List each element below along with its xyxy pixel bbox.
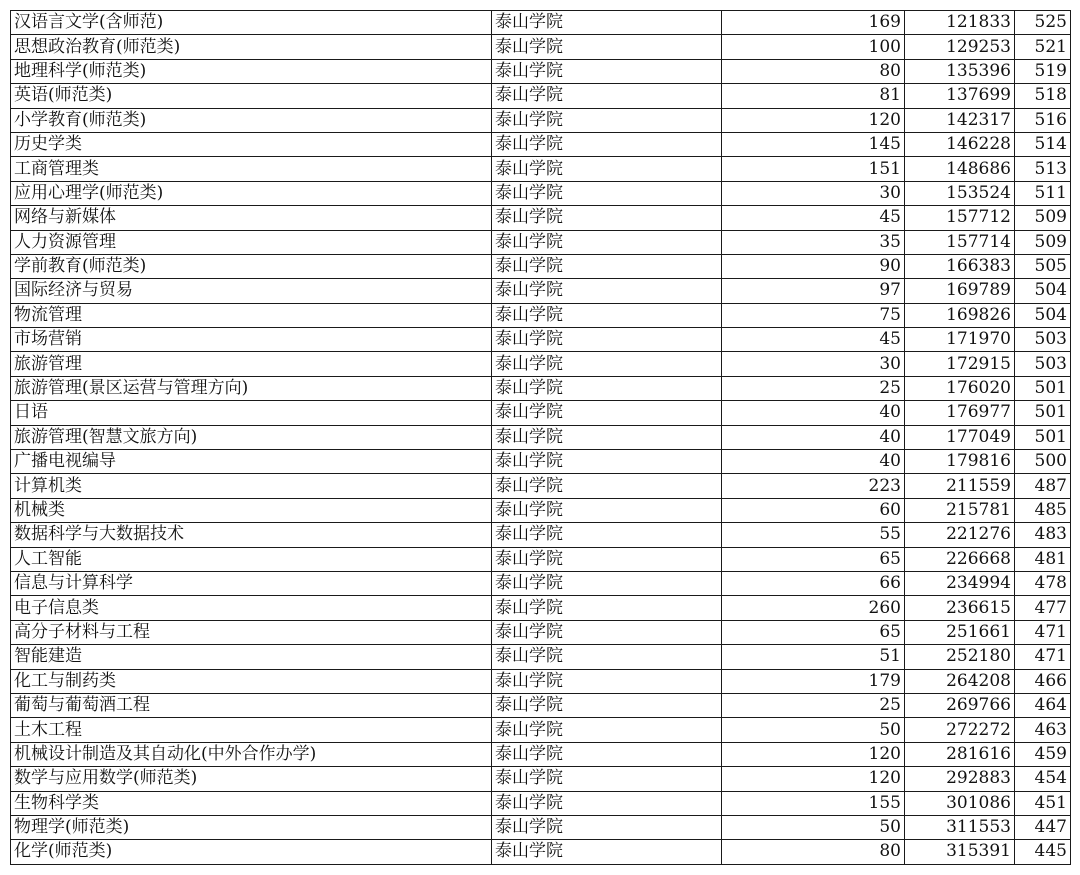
- min-score-cell: 471: [1015, 620, 1071, 644]
- min-rank-cell: 148686: [905, 157, 1015, 181]
- min-rank-cell: 315391: [905, 840, 1015, 864]
- table-row: [11, 474, 1071, 498]
- major-cell: 化工与制药类: [11, 669, 492, 693]
- min-score-cell: 516: [1015, 108, 1071, 132]
- table-row: [11, 498, 1071, 522]
- major-cell: 机械类: [11, 498, 492, 522]
- school-cell: 泰山学院: [492, 11, 722, 35]
- table-row: [11, 669, 1071, 693]
- table-row: [11, 718, 1071, 742]
- major-cell: 国际经济与贸易: [11, 279, 492, 303]
- school-cell: 泰山学院: [492, 279, 722, 303]
- table-row: [11, 450, 1071, 474]
- min-rank-cell: 146228: [905, 132, 1015, 156]
- major-cell: 广播电视编导: [11, 450, 492, 474]
- school-cell: 泰山学院: [492, 425, 722, 449]
- min-score-cell: 451: [1015, 791, 1071, 815]
- table-row: [11, 815, 1071, 839]
- major-cell: 应用心理学(师范类): [11, 181, 492, 205]
- major-cell: 市场营销: [11, 328, 492, 352]
- table-row: [11, 11, 1071, 35]
- plan-count-cell: 40: [722, 401, 905, 425]
- table-row: [11, 376, 1071, 400]
- min-rank-cell: 252180: [905, 645, 1015, 669]
- table-row: [11, 767, 1071, 791]
- major-cell: 土木工程: [11, 718, 492, 742]
- plan-count-cell: 179: [722, 669, 905, 693]
- min-score-cell: 509: [1015, 206, 1071, 230]
- min-score-cell: 513: [1015, 157, 1071, 181]
- min-score-cell: 521: [1015, 35, 1071, 59]
- school-cell: 泰山学院: [492, 328, 722, 352]
- min-rank-cell: 236615: [905, 596, 1015, 620]
- table-row: [11, 303, 1071, 327]
- plan-count-cell: 50: [722, 718, 905, 742]
- school-cell: 泰山学院: [492, 669, 722, 693]
- min-rank-cell: 169826: [905, 303, 1015, 327]
- plan-count-cell: 120: [722, 767, 905, 791]
- min-score-cell: 504: [1015, 303, 1071, 327]
- major-cell: 生物科学类: [11, 791, 492, 815]
- plan-count-cell: 155: [722, 791, 905, 815]
- plan-count-cell: 81: [722, 84, 905, 108]
- min-rank-cell: 177049: [905, 425, 1015, 449]
- school-cell: 泰山学院: [492, 571, 722, 595]
- table-row: [11, 206, 1071, 230]
- major-cell: 人工智能: [11, 547, 492, 571]
- min-rank-cell: 226668: [905, 547, 1015, 571]
- major-cell: 工商管理类: [11, 157, 492, 181]
- plan-count-cell: 120: [722, 108, 905, 132]
- plan-count-cell: 145: [722, 132, 905, 156]
- school-cell: 泰山学院: [492, 791, 722, 815]
- min-rank-cell: 264208: [905, 669, 1015, 693]
- min-score-cell: 481: [1015, 547, 1071, 571]
- table-row: [11, 35, 1071, 59]
- plan-count-cell: 55: [722, 523, 905, 547]
- min-rank-cell: 121833: [905, 11, 1015, 35]
- major-cell: 数据科学与大数据技术: [11, 523, 492, 547]
- min-rank-cell: 166383: [905, 254, 1015, 278]
- school-cell: 泰山学院: [492, 181, 722, 205]
- table-row: [11, 425, 1071, 449]
- min-rank-cell: 301086: [905, 791, 1015, 815]
- min-score-cell: 463: [1015, 718, 1071, 742]
- plan-count-cell: 45: [722, 328, 905, 352]
- min-score-cell: 503: [1015, 352, 1071, 376]
- min-score-cell: 477: [1015, 596, 1071, 620]
- table-row: [11, 279, 1071, 303]
- plan-count-cell: 60: [722, 498, 905, 522]
- school-cell: 泰山学院: [492, 254, 722, 278]
- plan-count-cell: 40: [722, 425, 905, 449]
- major-cell: 旅游管理(智慧文旅方向): [11, 425, 492, 449]
- min-score-cell: 485: [1015, 498, 1071, 522]
- min-score-cell: 518: [1015, 84, 1071, 108]
- min-rank-cell: 129253: [905, 35, 1015, 59]
- min-score-cell: 505: [1015, 254, 1071, 278]
- major-cell: 历史学类: [11, 132, 492, 156]
- min-score-cell: 519: [1015, 59, 1071, 83]
- table-row: [11, 620, 1071, 644]
- plan-count-cell: 90: [722, 254, 905, 278]
- table-row: [11, 791, 1071, 815]
- table-row: [11, 328, 1071, 352]
- table-row: [11, 352, 1071, 376]
- plan-count-cell: 120: [722, 742, 905, 766]
- table-row: [11, 84, 1071, 108]
- major-cell: 高分子材料与工程: [11, 620, 492, 644]
- min-score-cell: 466: [1015, 669, 1071, 693]
- school-cell: 泰山学院: [492, 401, 722, 425]
- major-cell: 旅游管理: [11, 352, 492, 376]
- school-cell: 泰山学院: [492, 352, 722, 376]
- min-score-cell: 500: [1015, 450, 1071, 474]
- min-score-cell: 471: [1015, 645, 1071, 669]
- major-cell: 英语(师范类): [11, 84, 492, 108]
- school-cell: 泰山学院: [492, 815, 722, 839]
- min-rank-cell: 251661: [905, 620, 1015, 644]
- min-rank-cell: 221276: [905, 523, 1015, 547]
- major-cell: 网络与新媒体: [11, 206, 492, 230]
- major-cell: 地理科学(师范类): [11, 59, 492, 83]
- min-rank-cell: 176977: [905, 401, 1015, 425]
- min-rank-cell: 176020: [905, 376, 1015, 400]
- major-cell: 智能建造: [11, 645, 492, 669]
- school-cell: 泰山学院: [492, 132, 722, 156]
- admission-table: [10, 10, 1071, 865]
- min-rank-cell: 272272: [905, 718, 1015, 742]
- plan-count-cell: 35: [722, 230, 905, 254]
- min-score-cell: 454: [1015, 767, 1071, 791]
- school-cell: 泰山学院: [492, 523, 722, 547]
- table-row: [11, 840, 1071, 864]
- school-cell: 泰山学院: [492, 108, 722, 132]
- school-cell: 泰山学院: [492, 498, 722, 522]
- table-row: [11, 571, 1071, 595]
- table-row: [11, 230, 1071, 254]
- min-rank-cell: 211559: [905, 474, 1015, 498]
- min-score-cell: 501: [1015, 376, 1071, 400]
- min-rank-cell: 171970: [905, 328, 1015, 352]
- min-score-cell: 525: [1015, 11, 1071, 35]
- min-score-cell: 511: [1015, 181, 1071, 205]
- school-cell: 泰山学院: [492, 693, 722, 717]
- min-rank-cell: 234994: [905, 571, 1015, 595]
- school-cell: 泰山学院: [492, 157, 722, 181]
- school-cell: 泰山学院: [492, 35, 722, 59]
- min-score-cell: 487: [1015, 474, 1071, 498]
- min-score-cell: 447: [1015, 815, 1071, 839]
- min-rank-cell: 157714: [905, 230, 1015, 254]
- min-score-cell: 509: [1015, 230, 1071, 254]
- min-score-cell: 503: [1015, 328, 1071, 352]
- major-cell: 数学与应用数学(师范类): [11, 767, 492, 791]
- major-cell: 学前教育(师范类): [11, 254, 492, 278]
- school-cell: 泰山学院: [492, 376, 722, 400]
- min-rank-cell: 135396: [905, 59, 1015, 83]
- table-row: [11, 693, 1071, 717]
- table-row: [11, 523, 1071, 547]
- min-score-cell: 445: [1015, 840, 1071, 864]
- major-cell: 机械设计制造及其自动化(中外合作办学): [11, 742, 492, 766]
- min-score-cell: 514: [1015, 132, 1071, 156]
- plan-count-cell: 45: [722, 206, 905, 230]
- plan-count-cell: 97: [722, 279, 905, 303]
- min-rank-cell: 292883: [905, 767, 1015, 791]
- min-rank-cell: 137699: [905, 84, 1015, 108]
- min-rank-cell: 157712: [905, 206, 1015, 230]
- school-cell: 泰山学院: [492, 474, 722, 498]
- plan-count-cell: 80: [722, 59, 905, 83]
- school-cell: 泰山学院: [492, 840, 722, 864]
- table-row: [11, 645, 1071, 669]
- major-cell: 旅游管理(景区运营与管理方向): [11, 376, 492, 400]
- school-cell: 泰山学院: [492, 450, 722, 474]
- school-cell: 泰山学院: [492, 718, 722, 742]
- min-rank-cell: 281616: [905, 742, 1015, 766]
- plan-count-cell: 151: [722, 157, 905, 181]
- plan-count-cell: 75: [722, 303, 905, 327]
- school-cell: 泰山学院: [492, 206, 722, 230]
- plan-count-cell: 223: [722, 474, 905, 498]
- table-row: [11, 547, 1071, 571]
- min-score-cell: 459: [1015, 742, 1071, 766]
- plan-count-cell: 30: [722, 352, 905, 376]
- min-score-cell: 478: [1015, 571, 1071, 595]
- min-rank-cell: 179816: [905, 450, 1015, 474]
- school-cell: 泰山学院: [492, 742, 722, 766]
- major-cell: 思想政治教育(师范类): [11, 35, 492, 59]
- plan-count-cell: 65: [722, 620, 905, 644]
- school-cell: 泰山学院: [492, 547, 722, 571]
- major-cell: 小学教育(师范类): [11, 108, 492, 132]
- min-rank-cell: 215781: [905, 498, 1015, 522]
- school-cell: 泰山学院: [492, 84, 722, 108]
- school-cell: 泰山学院: [492, 620, 722, 644]
- min-rank-cell: 142317: [905, 108, 1015, 132]
- major-cell: 化学(师范类): [11, 840, 492, 864]
- school-cell: 泰山学院: [492, 767, 722, 791]
- major-cell: 日语: [11, 401, 492, 425]
- min-rank-cell: 172915: [905, 352, 1015, 376]
- school-cell: 泰山学院: [492, 303, 722, 327]
- major-cell: 信息与计算科学: [11, 571, 492, 595]
- school-cell: 泰山学院: [492, 596, 722, 620]
- table-row: [11, 596, 1071, 620]
- table-row: [11, 254, 1071, 278]
- min-score-cell: 501: [1015, 425, 1071, 449]
- plan-count-cell: 51: [722, 645, 905, 669]
- table-row: [11, 108, 1071, 132]
- plan-count-cell: 30: [722, 181, 905, 205]
- major-cell: 汉语言文学(含师范): [11, 11, 492, 35]
- min-score-cell: 464: [1015, 693, 1071, 717]
- school-cell: 泰山学院: [492, 59, 722, 83]
- plan-count-cell: 25: [722, 693, 905, 717]
- school-cell: 泰山学院: [492, 230, 722, 254]
- plan-count-cell: 50: [722, 815, 905, 839]
- table-row: [11, 59, 1071, 83]
- major-cell: 计算机类: [11, 474, 492, 498]
- plan-count-cell: 80: [722, 840, 905, 864]
- plan-count-cell: 65: [722, 547, 905, 571]
- major-cell: 电子信息类: [11, 596, 492, 620]
- min-score-cell: 483: [1015, 523, 1071, 547]
- plan-count-cell: 100: [722, 35, 905, 59]
- min-rank-cell: 311553: [905, 815, 1015, 839]
- plan-count-cell: 25: [722, 376, 905, 400]
- plan-count-cell: 40: [722, 450, 905, 474]
- min-rank-cell: 269766: [905, 693, 1015, 717]
- min-score-cell: 501: [1015, 401, 1071, 425]
- school-cell: 泰山学院: [492, 645, 722, 669]
- table-row: [11, 401, 1071, 425]
- table-row: [11, 157, 1071, 181]
- table-row: [11, 742, 1071, 766]
- major-cell: 物理学(师范类): [11, 815, 492, 839]
- min-rank-cell: 153524: [905, 181, 1015, 205]
- plan-count-cell: 260: [722, 596, 905, 620]
- major-cell: 葡萄与葡萄酒工程: [11, 693, 492, 717]
- min-rank-cell: 169789: [905, 279, 1015, 303]
- major-cell: 人力资源管理: [11, 230, 492, 254]
- table-row: [11, 181, 1071, 205]
- major-cell: 物流管理: [11, 303, 492, 327]
- plan-count-cell: 66: [722, 571, 905, 595]
- table-row: [11, 132, 1071, 156]
- min-score-cell: 504: [1015, 279, 1071, 303]
- admission-table-body: [11, 11, 1071, 865]
- plan-count-cell: 169: [722, 11, 905, 35]
